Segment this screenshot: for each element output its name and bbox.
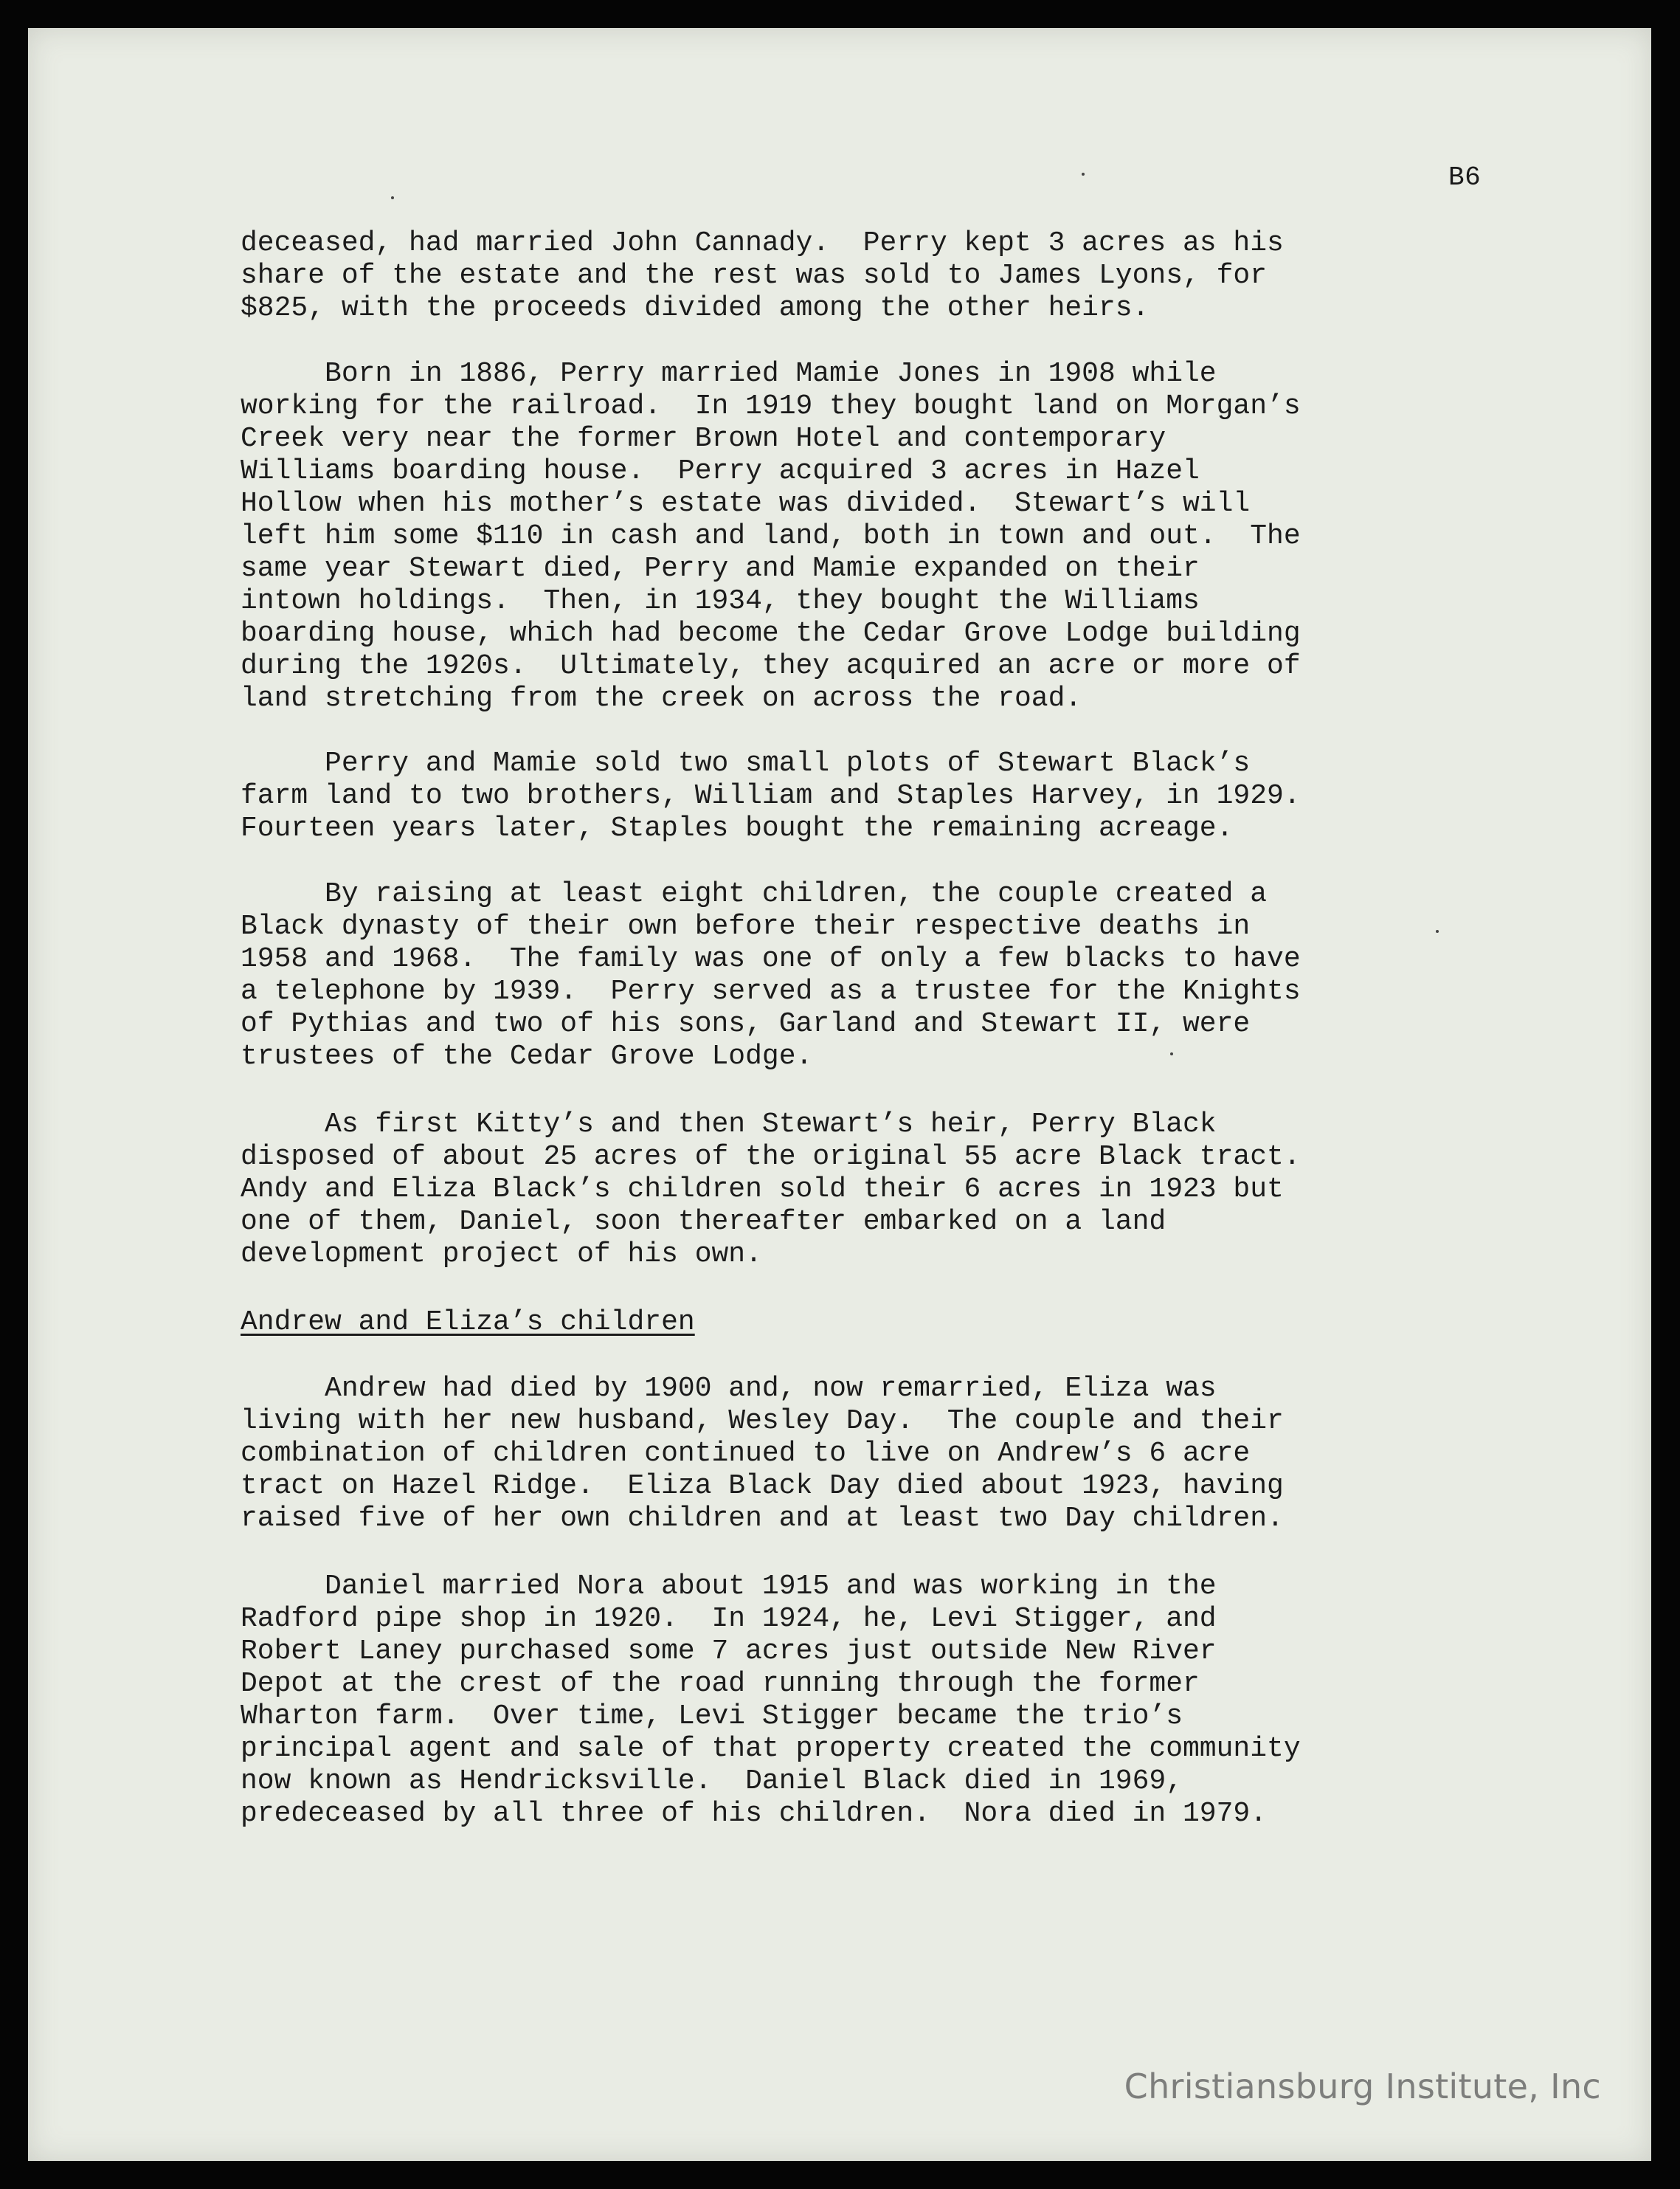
section-paragraph-2: Daniel married Nora about 1915 and was working in the Radford pipe shop in 1920. In 1924, he, Levi Stigger, and Robert Laney purchased some 7 acres just outside New River Depot at the crest of the road running through the former Wharton farm. Over time, Levi Stigger became the trio’s principal agent and sale of that property created the community now known as Hendricksville. Daniel Black died in 1969, predeceased by all three of his children. Nora died in 1979. (241, 1571, 1301, 1830)
paragraph-3: Perry and Mamie sold two small plots of Stewart Black’s farm land to two brothers, William and Staples Harvey, in 1929. Fourteen years later, Staples bought the remaining acreage. (241, 748, 1301, 844)
paragraph-5: As first Kitty’s and then Stewart’s heir, Perry Black disposed of about 25 acres of the original 55 acre Black tract. Andy and Eliza Black’s children sold their 6 acres in 1923 but one of them, Daniel, soon thereafter embarked on a land development project of his own. (241, 1109, 1301, 1270)
watermark: Christiansburg Institute, Inc (1124, 2066, 1601, 2106)
section-heading: Andrew and Eliza’s children (241, 1306, 695, 1338)
section-paragraph-1: Andrew had died by 1900 and, now remarried, Eliza was living with her new husband, Wesley Day. The couple and their combination of children continued to live on Andrew’s 6 acre tract on Hazel Ridge. Eliza Black Day died about 1923, having raised five of her own children and at least two Day children. (241, 1373, 1284, 1534)
paragraph-4: By raising at least eight children, the couple created a Black dynasty of their own before their respective deaths in 1958 and 1968. The family was one of only a few blacks to have a telephone by 1939. Perry served as a trustee for the Knights of Pythias and two of his sons, Garland and Stewart II, were trustees of the Cedar Grove Lodge. (241, 878, 1301, 1072)
page-number: B6 (1448, 162, 1482, 193)
document-page (28, 28, 1651, 2161)
paragraph-2: Born in 1886, Perry married Mamie Jones in 1908 while working for the railroad. In 1919 they bought land on Morgan’s Creek very near the former Brown Hotel and contemporary Williams boarding house. Perry acquired 3 acres in Hazel Hollow when his mother’s estate was divided. Stewart’s will left him some $110 in cash and land, both in town and out. The same year Stewart died, Perry and Mamie expanded on their intown holdings. Then, in 1934, they bought the Williams boarding house, which had become the Cedar Grove Lodge building during the 1920s. Ultimately, they acquired an acre or more of land stretching from the creek on across the road. (241, 358, 1301, 714)
paper-speck (391, 196, 394, 199)
paper-speck (1082, 173, 1085, 176)
paragraph-1: deceased, had married John Cannady. Perry kept 3 acres as his share of the estate and the rest was sold to James Lyons, for $825, with the proceeds divided among the other heirs. (241, 227, 1284, 324)
